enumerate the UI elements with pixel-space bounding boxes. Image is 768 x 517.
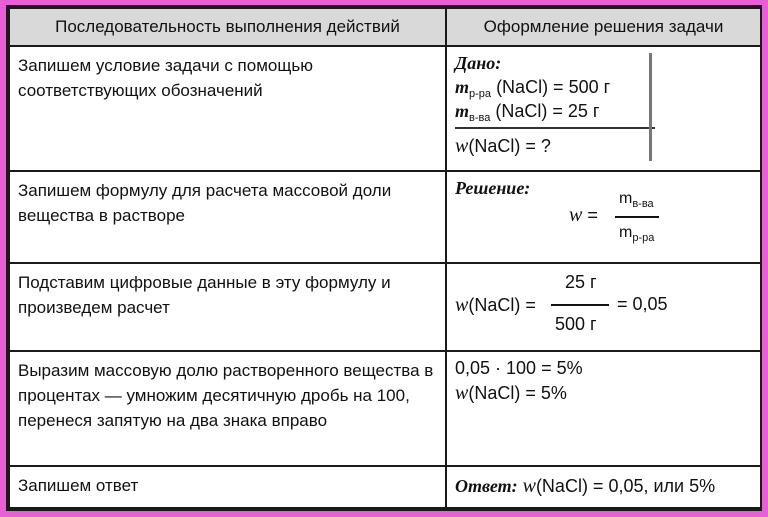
table-row	[9, 263, 761, 351]
solution-table	[8, 7, 762, 509]
formula-cell	[446, 171, 761, 263]
formula-lhs: w =	[569, 204, 598, 226]
table-header-row	[9, 8, 761, 46]
table-row	[9, 171, 761, 263]
given-divider	[455, 127, 655, 129]
step-text: Запишем ответ	[9, 466, 446, 508]
step-text: Запишем формулу для расчета массовой доли вещества в растворе	[9, 171, 446, 263]
calc-numerator: 25 г	[565, 272, 597, 292]
step-text: Подставим цифровые данные в эту формулу и произведем расчет	[9, 263, 446, 351]
given-line-solution: $m_{р-ра}$ (NaCl) = 500 г	[455, 77, 611, 100]
formula-denominator: $m_{р-ра}$	[619, 224, 655, 244]
formula-fraction-bar	[615, 216, 659, 218]
table-row	[9, 466, 761, 508]
calc-cell	[446, 263, 761, 351]
step-text: Запишем условие задачи с помощью соответствующих обозначений	[9, 46, 446, 171]
percent-result: w(NaCl) = 5%	[455, 382, 567, 404]
calc-fraction-bar	[551, 304, 609, 306]
given-line-solute: $m_{в-ва}$ (NaCl) = 25 г	[455, 101, 600, 124]
calc-denominator: 500 г	[555, 314, 597, 334]
percent-cell	[446, 351, 761, 466]
header-steps: Последовательность выполнения действий	[9, 8, 446, 46]
table-row	[9, 351, 761, 466]
step-text: Выразим массовую долю растворенного вещества в процентах — умножим десятичную дробь на 100, перенеся запятую на два знака вправо	[9, 351, 446, 466]
calc-result: = 0,05	[617, 294, 668, 314]
given-vertical-line	[649, 53, 652, 161]
find-line: w(NaCl) = ?	[455, 135, 551, 157]
solution-label: Решение:	[455, 178, 531, 198]
answer-cell	[446, 466, 761, 508]
given-cell	[446, 46, 761, 171]
percent-line: 0,05 · 100 = 5%	[455, 358, 583, 378]
table-frame	[6, 5, 762, 511]
calc-lhs: w(NaCl) =	[455, 294, 536, 316]
table-row	[9, 46, 761, 171]
header-solution: Оформление решения задачи	[446, 8, 761, 46]
given-label: Дано:	[455, 53, 502, 73]
formula-numerator: $m_{в-ва}$	[619, 190, 654, 210]
answer-line: Ответ: w(NaCl) = 0,05, или 5%	[455, 475, 716, 497]
